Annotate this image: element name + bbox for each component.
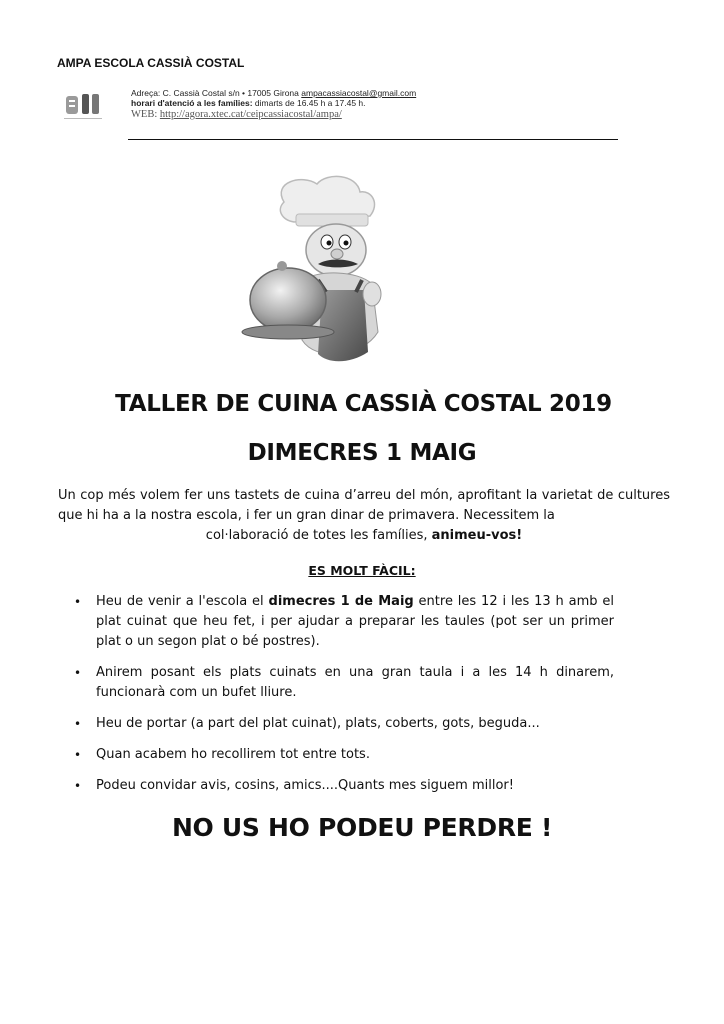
header-divider [128,139,618,140]
address-label: Adreça: [131,88,161,98]
contact-block [131,88,416,121]
event-date: DIMECRES 1 MAIG [247,440,477,466]
web-link[interactable]: http://agora.xtec.cat/ceipcassiacostal/ampa/ [159,109,342,120]
intro-text: Un cop més volem fer uns tastets de cuina d’arreu del món, aprofitant la varietat de cultures que hi ha a la nostra escola, i fer un gran dinar de primavera. Necessitem la [58,488,670,523]
hours-text: dimarts de 16.45 h a 17.45 h. [254,98,366,108]
instructions-list [74,592,614,807]
bullet-icon: • [74,666,82,680]
address-text: C. Cassià Costal s/n • 17005 Girona [162,88,299,98]
list-item: • Quan acabem ho recollirem tot entre tots. [74,745,614,765]
bullet-icon: • [74,717,82,731]
intro-last-line: col·laboració de totes les famílies, animeu-vos! [205,528,523,543]
web-line [131,108,416,121]
org-name: AMPA ESCOLA CASSIÀ COSTAL [57,56,245,70]
list-item: • Heu de portar (a part del plat cuinat), plats, coberts, gots, beguda... [74,714,614,734]
section-subheading: ES MOLT FÀCIL: [308,563,416,578]
bullet-icon: • [74,748,82,762]
bullet-icon: • [74,595,82,609]
intro-paragraph [58,486,670,546]
hours-label: horari d'atenció a les famílies: [131,98,253,108]
bullet-icon: • [74,779,82,793]
list-item: • Anirem posant els plats cuinats en una gran taula i a les 14 h dinarem, funcionarà com un bufet lliure. [74,665,614,700]
address-line [131,88,416,98]
page-title: TALLER DE CUINA CASSIÀ COSTAL 2019 [115,391,612,417]
list-item: • Heu de venir a l'escola el dimecres 1 de Maig entre les 12 i les 13 h amb el plat cuinat que heu fet, i per ajudar a preparar les taules (pot ser un primer plat o un segon plat o bé postres). [74,594,615,649]
web-label: WEB: [131,109,158,120]
chef-icon [232,172,442,372]
hours-line [131,98,416,108]
list-item: • Podeu convidar avis, cosins, amics....Quants mes siguem millor! [74,776,614,796]
email-link[interactable]: ampacassiacostal@gmail.com [301,88,417,98]
school-logo-icon [62,90,110,124]
intro-emphasis: animeu-vos! [431,528,523,543]
closing-slogan: NO US HO PODEU PERDRE ! [171,813,553,842]
